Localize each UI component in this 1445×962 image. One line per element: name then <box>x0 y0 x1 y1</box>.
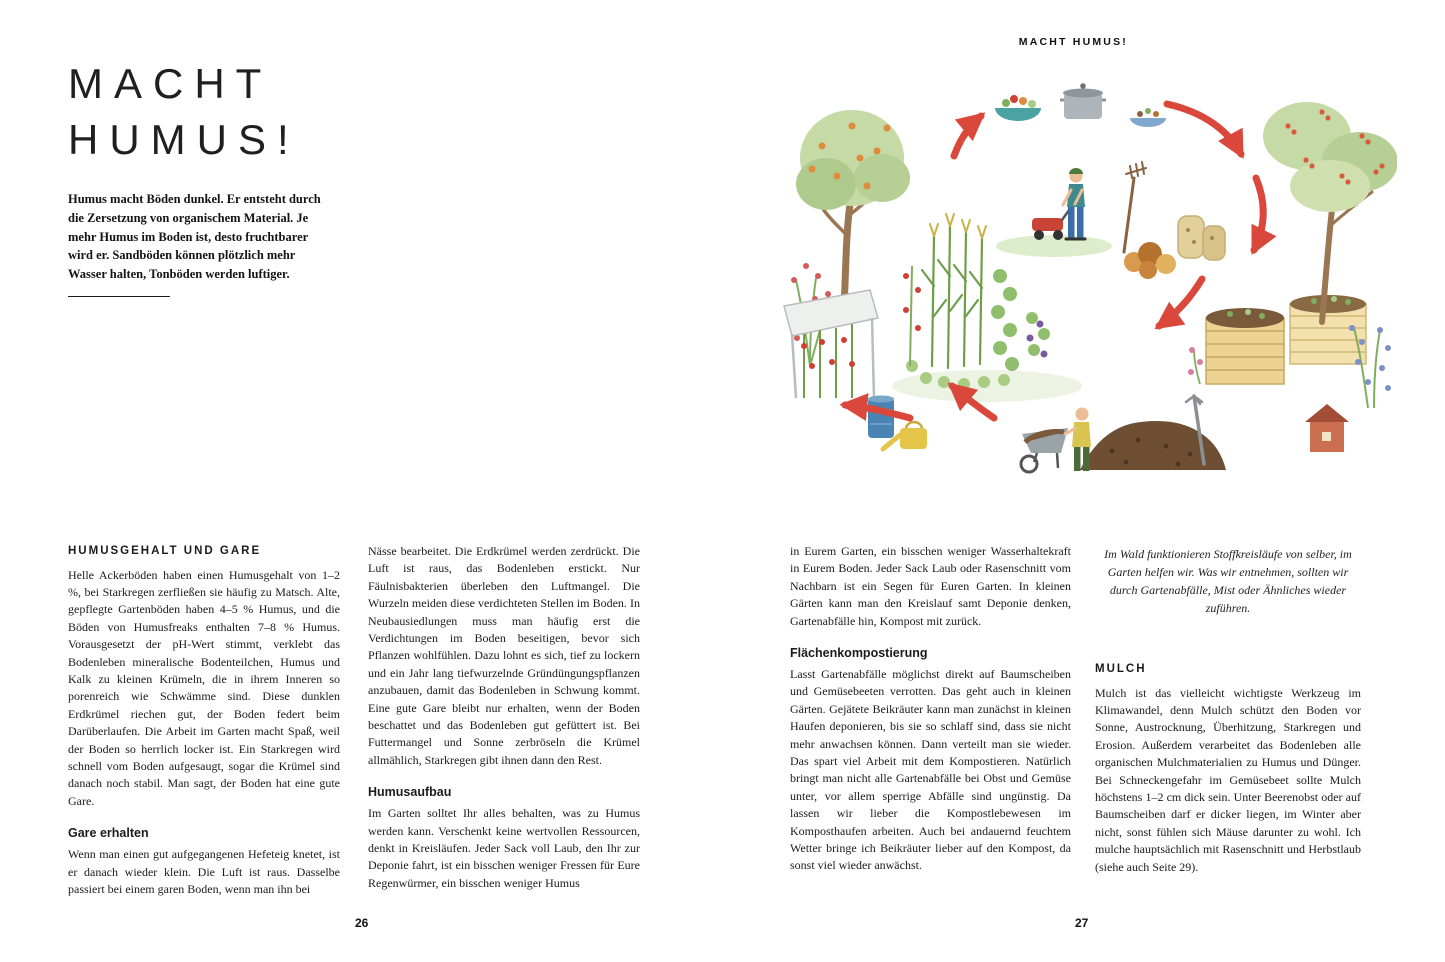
body-paragraph: Mulch ist das vielleicht wichtigste Werkzeug im Klimawandel, denn Mulch schützt den Boden vor Sonne, Austrocknung, Überhitzung, Starkregen und Erosion. Außerdem verarbeitet das Bodenleben alle organischen Mulchmaterialien zu Humus und Dünger. Bei Schneckengefahr im Gemüsebeet sollte Mulch höchstens 1–2 cm dick sein. Unter Beerenobst oder auf Baumscheiben darf er dicker liegen, im Winter aber nicht, sonst fühlen sich Mäuse darunter zu wohl. Ich mulche hauptsächlich mit Rasenschnitt und Herbstlaub (siehe auch Seite 29). <box>1095 685 1361 874</box>
water-barrel-icon <box>868 396 894 439</box>
leaf-pile-icon <box>1124 216 1225 279</box>
sub-heading: Flächenkompostierung <box>790 645 928 660</box>
page-number-left: 26 <box>355 916 369 930</box>
wheelbarrow-person-icon <box>1021 408 1091 473</box>
body-paragraph: Helle Ackerböden haben einen Humusgehalt von 1–2 %, bei Starkregen zerfließen sie häufig zu Matsch. Alte, gepflegte Gartenböden haben 4–5 % Humus, und die Böden von Humusfreaks enthalten 7–8 % Humus. Vorausgesetzt der pH-Wert stimmt, verklebt das Bodenleben mineralische Bodenteilchen, Humus und Kalk zu kleinen Krümeln, die in ihrem Inneren so porenreich wie Schwämme sind. Diese dunklen Erdkrümel riechen gut, der Boden federt beim Darüberlaufen. Die Arbeit im Garten macht Spaß, weil der Boden so herrlich locker ist. Ein Starkregen wird schnell vom Boden aufgesaugt, sogar die Krümel sind danach noch stabil. Man sagt, der Boden hat eine gute Gare. <box>68 567 340 808</box>
left-column-1 <box>68 543 340 898</box>
running-head: MACHT HUMUS! <box>1018 36 1128 48</box>
body-paragraph: Wenn man einen gut aufgegangenen Hefeteig knetet, ist er danach wieder klein. Die Luft ist raus. Dasselbe passiert bei einem garen Boden, wenn man ihn bei <box>68 847 340 897</box>
page-number-right: 27 <box>1075 916 1089 930</box>
chapter-title-line2: HUMUS! <box>68 116 300 163</box>
apple-tree-icon <box>796 110 910 308</box>
body-paragraph: in Eurem Garten, ein bisschen weniger Wasserhaltekraft in Eurem Boden. Jeder Sack Laub oder Rasenschnitt vom Nachbarn ist ein Segen für Euren Garten. In kleinen Gärten kann man den Kreislauf samt Deponie denken, Gartenabfälle hin, Kompost mit zurück. <box>790 544 1071 628</box>
garden-house-icon <box>1305 404 1349 452</box>
scraps-bowl-icon <box>1130 108 1166 127</box>
sub-heading: Gare erhalten <box>68 826 149 841</box>
compost-cycle-illustration <box>782 66 1397 496</box>
cooking-pot-icon <box>1060 83 1106 119</box>
compost-pile-icon <box>1080 396 1226 470</box>
body-paragraph: Im Garten solltet Ihr alles behalten, was zu Humus werden kann. Verschenkt keine wertvollen Ressourcen, denkt in Kreisläufen. Jeder Sack voll Laub, den Ihr zur Deponie fahrt, ist ein bisschen weniger Fressen für Eure Regenwürmer, ein bisschen weniger Humus <box>368 806 640 890</box>
chapter-title-line1: MACHT <box>68 60 273 107</box>
mowing-person-icon <box>996 168 1112 257</box>
body-paragraph: Lasst Gartenabfälle möglichst direkt auf Baumscheiben und Gemüsebeeten verrotten. Das geht auch in kleinen Gärten. Gejätete Beikräuter kann man zunächst in kleinen Haufen deponieren, bis sie so schlaff sind, dass sie nicht mehr anwachsen können. Dann verteilt man sie wieder. Das spart viel Arbeit mit dem Kompostieren. Natürlich bringt man nicht alle Gartenabfälle bei Obst und Gemüse unter, vor allem sperrige Abfälle sind ungünstig. Da lassen wir lieber die Kompostlebewesen im Komposthaufen arbeiten. Auch bei andauernd feuchtem Wetter bringe ich Beikräuter lieber auf den Kompost, da sonst viel wieder anwächst. <box>790 667 1071 873</box>
cycle-arrows-icon <box>845 104 1263 418</box>
chapter-intro: Humus macht Böden dunkel. Er entsteht durch die Zersetzung von organischem Material. Je mehr Humus im Boden ist, desto fruchtbarer wird er. Sandböden können plötzlich mehr Wasser halten, Tonböden werden luftiger. <box>68 192 321 281</box>
left-column-2 <box>368 543 640 892</box>
blue-flower-shrub-icon <box>1349 325 1391 408</box>
section-heading: MULCH <box>1095 663 1147 675</box>
right-column-2 <box>1095 543 1361 876</box>
section-heading: HUMUSGEHALT UND GARE <box>68 545 262 557</box>
chapter-title <box>68 56 300 168</box>
intro-divider <box>68 296 170 297</box>
rowan-tree-icon <box>1263 102 1397 322</box>
illustration-caption: Im Wald funktionieren Stoffkreisläufe von selber, im Garten helfen wir. Was wir entnehmen, sollten wir durch Gartenabfälle, Mist oder Ähnliches wieder zuführen. <box>1104 547 1352 615</box>
salad-bowl-icon <box>995 95 1041 121</box>
rake-icon <box>1124 162 1146 252</box>
body-paragraph: Nässe bearbeitet. Die Erdkrümel werden zerdrückt. Die Luft ist raus, das Bodenleben erstickt. Nur Fäulnisbakterien überleben den Luftmangel. Die Wurzeln meiden diese verdichteten Stellen im Boden. In Neubausiedlungen muss man häufig erst die Verdichtungen im Boden beseitigen, bevor sich Pflanzen wohlfühlen. Dazu lohnt es sich, tief zu lockern und ein Jahr lang tiefwurzelnde Gründüngungspflanzen anzubauen, damit das Bodenleben in Schwung kommt. Eine gute Gare bleibt nur erhalten, wenn der Boden beschattet und das Bodenleben gut gefüttert ist. Bei Futtermangel und Sonne zerbröseln die Krümel allmählich, Starkregen gibt ihnen dann den Rest. <box>368 544 640 767</box>
right-column-1 <box>790 543 1071 875</box>
tomato-greenhouse-icon <box>784 290 878 398</box>
sub-heading: Humusaufbau <box>368 785 452 800</box>
compost-bins-icon <box>1188 295 1366 384</box>
